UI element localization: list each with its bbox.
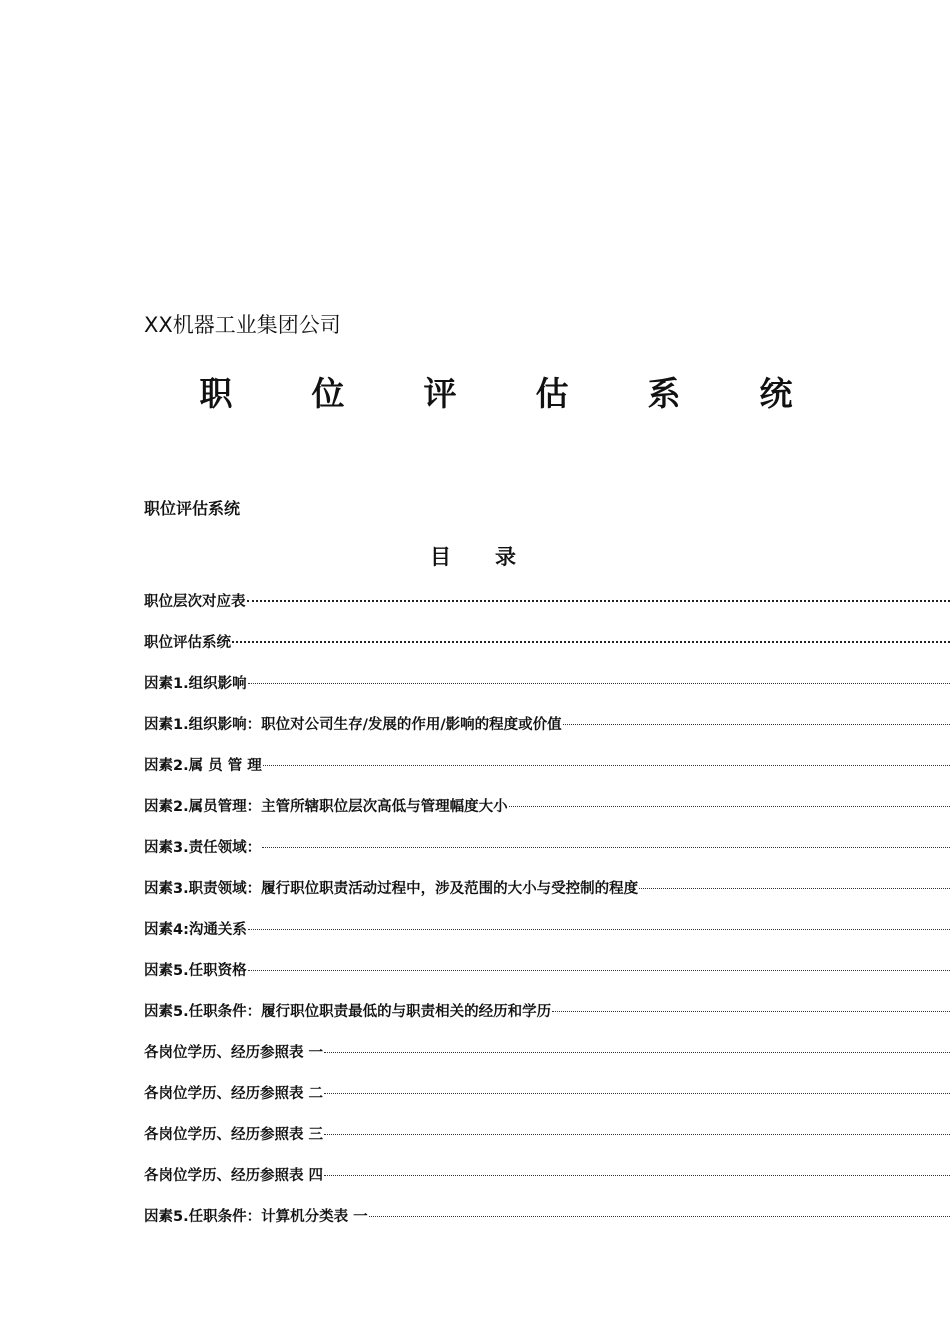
toc-entry-label: 因素1.组织影响 — [144, 676, 247, 692]
toc-dot-leader — [232, 641, 950, 643]
toc-entry-label: 因素5.任职条件：计算机分类表 一 — [144, 1209, 368, 1225]
title-char: 职 — [199, 374, 233, 413]
toc-entry[interactable] — [144, 672, 950, 713]
title-char: 估 — [535, 374, 569, 413]
toc-entry[interactable] — [144, 1123, 950, 1164]
toc-entry-label: 因素1.组织影响：职位对公司生存/发展的作用/影响的程度或价值 — [144, 717, 562, 733]
toc-entry[interactable] — [144, 918, 950, 959]
toc-dot-leader — [247, 600, 950, 602]
toc-entry-label: 因素2.属 员 管 理 — [144, 758, 262, 774]
toc-dot-leader — [324, 1134, 950, 1135]
toc-dot-leader — [552, 1011, 950, 1012]
toc-entry[interactable] — [144, 1000, 950, 1041]
toc-entry[interactable] — [144, 795, 950, 836]
toc-entry[interactable] — [144, 1041, 950, 1082]
toc-entry[interactable] — [144, 713, 950, 754]
toc-dot-leader — [324, 1093, 950, 1094]
toc-dot-leader — [248, 929, 950, 930]
toc-dot-leader — [324, 1052, 950, 1053]
toc-dot-leader — [509, 806, 950, 807]
toc-dot-leader — [248, 683, 950, 684]
toc-entry-label: 因素2.属员管理：主管所辖职位层次高低与管理幅度大小 — [144, 799, 508, 815]
toc-entry[interactable] — [144, 959, 950, 1000]
toc-dot-leader — [248, 970, 950, 971]
title-char: 评 — [423, 374, 457, 413]
title-char: 系 — [647, 374, 681, 413]
toc-heading — [430, 541, 516, 571]
toc-entry[interactable] — [144, 1205, 950, 1246]
toc-entry-label: 因素5.任职资格 — [144, 963, 247, 979]
toc-entry-label: 各岗位学历、经历参照表 三 — [144, 1127, 324, 1143]
toc-dot-leader — [563, 724, 950, 725]
toc-entry-label: 各岗位学历、经历参照表 一 — [144, 1045, 324, 1061]
toc-entry-label: 职位评估系统 — [144, 635, 231, 651]
title-char: 统 — [759, 374, 793, 413]
toc-entry[interactable] — [144, 1082, 950, 1123]
toc-dot-leader — [262, 847, 950, 848]
toc-entry[interactable] — [144, 836, 950, 877]
section-subtitle: 职位评估系统 — [144, 499, 241, 518]
toc-heading-char: 录 — [495, 545, 516, 569]
toc-entry[interactable] — [144, 631, 950, 672]
toc-entry-label: 各岗位学历、经历参照表 二 — [144, 1086, 324, 1102]
title-char: 位 — [311, 374, 345, 413]
toc-entry[interactable] — [144, 877, 950, 918]
toc-entry-label: 因素5.任职条件：履行职位职责最低的与职责相关的经历和学历 — [144, 1004, 552, 1020]
company-name: XX机器工业集团公司 — [144, 313, 341, 337]
toc-dot-leader — [369, 1216, 950, 1217]
toc-entry[interactable] — [144, 754, 950, 795]
table-of-contents — [144, 590, 950, 1246]
main-title — [196, 368, 796, 415]
toc-entry[interactable] — [144, 1164, 950, 1205]
toc-entry-label: 因素3.责任领域： — [144, 840, 262, 856]
toc-dot-leader — [639, 888, 950, 889]
toc-entry[interactable] — [144, 590, 950, 631]
toc-dot-leader — [324, 1175, 950, 1176]
toc-dot-leader — [263, 765, 950, 766]
toc-entry-label: 各岗位学历、经历参照表 四 — [144, 1168, 324, 1184]
toc-entry-label: 职位层次对应表 — [144, 594, 246, 610]
toc-entry-label: 因素3.职责领域：履行职位职责活动过程中，涉及范围的大小与受控制的程度 — [144, 881, 639, 897]
toc-heading-char: 目 — [430, 545, 451, 569]
toc-entry-label: 因素4:沟通关系 — [144, 922, 247, 938]
